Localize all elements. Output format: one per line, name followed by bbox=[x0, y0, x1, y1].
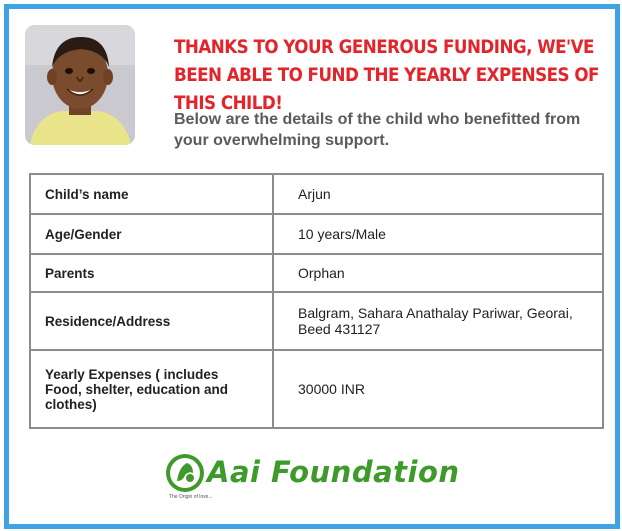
child-details-table bbox=[29, 173, 604, 429]
intro-text: Below are the details of the child who benefitted from your overwhelming support. bbox=[174, 111, 581, 149]
table-row bbox=[30, 350, 603, 428]
details-value: Orphan bbox=[273, 254, 603, 292]
child-portrait-image bbox=[25, 25, 135, 145]
foundation-emblem-icon bbox=[163, 451, 207, 495]
table-row bbox=[30, 254, 603, 292]
table-row bbox=[30, 174, 603, 214]
details-label: Child’s name bbox=[30, 174, 273, 214]
certificate-frame bbox=[4, 4, 620, 529]
details-label: Parents bbox=[30, 254, 273, 292]
child-photo bbox=[25, 25, 135, 145]
foundation-tagline: The Origin of love... bbox=[169, 494, 213, 500]
details-label: Yearly Expenses ( includes Food, shelter, education and clothes) bbox=[30, 350, 273, 428]
details-value: Balgram, Sahara Anathalay Pariwar, Georai, Beed 431127 bbox=[273, 292, 603, 350]
details-value: 10 years/Male bbox=[273, 214, 603, 254]
table-row bbox=[30, 292, 603, 350]
foundation-logo bbox=[159, 449, 479, 509]
details-value: 30000 INR bbox=[273, 350, 603, 428]
details-label: Residence/Address bbox=[30, 292, 273, 350]
details-value: Arjun bbox=[273, 174, 603, 214]
foundation-name: Aai Foundation bbox=[207, 455, 460, 489]
details-label: Age/Gender bbox=[30, 214, 273, 254]
table-row bbox=[30, 214, 603, 254]
thank-you-headline: THANKS TO YOUR GENEROUS FUNDING, WE'VE BEEN ABLE TO FUND THE YEARLY EXPENSES OF THIS CHILD! bbox=[174, 36, 599, 114]
